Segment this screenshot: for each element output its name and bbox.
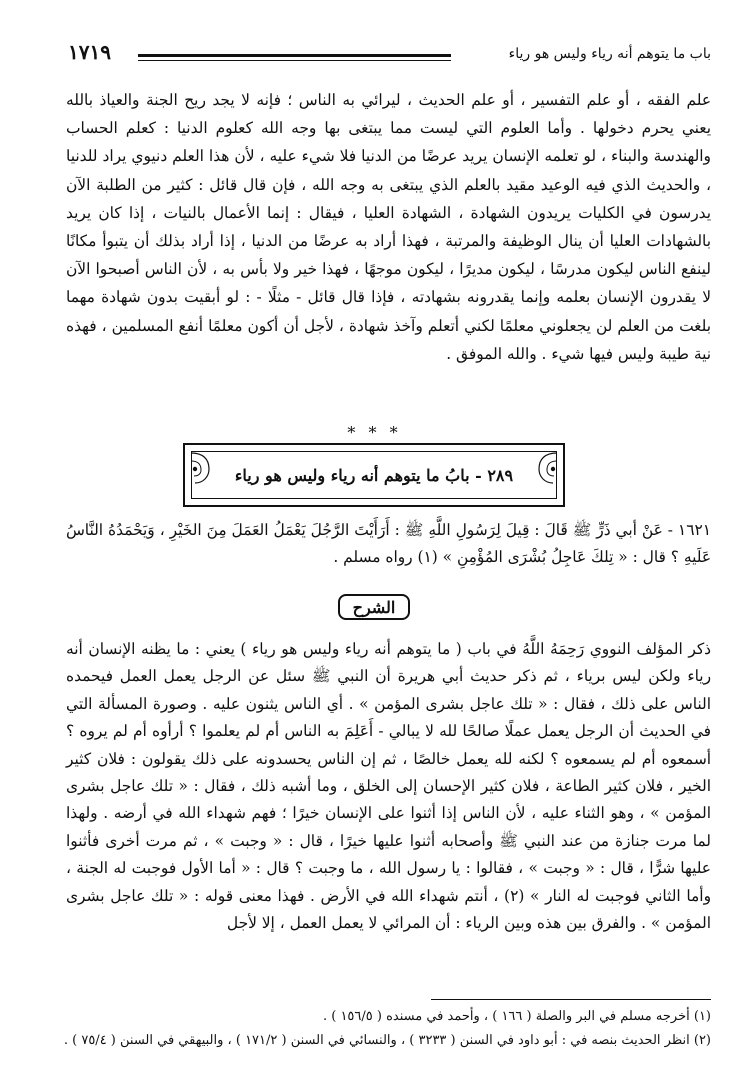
sharh-paragraph: ذكر المؤلف النووي رَحِمَهُ اللَّهُ في باب ( ما يتوهم أنه رياء وليس هو رياء ) يعني : ما يظنه الإنسان أنه رياء ولكن ليس برياء ، ثم ذكر حديث أبي هريرة أن النبي ﷺ سئل عن الرجل يعمل العمل فيحمده الناس على ذلك ، فقال : « تلك عاجل بشرى المؤمن » . أي الناس يثنون عليه . وصورة المسألة التي في الحديث أن الرجل يعمل عملًا صالحًا لله لا يبالي - أَعَلِمَ به الناس أم لم يعلموا ؟ أرأوه أم لم يروه ؟ أسمعوه أم لم يسمعوه ؟ لكنه لله يعمل خالصًا ، ثم إن الناس يحسدونه على ذلك يقولون : فلان كثير الخير ، فلان كثير الطاعة ، فلان كثير الإحسان إلى الخلق ، وما أشبه ذلك ، فقال : « تلك عاجل بشرى المؤمن » ، وهو الثناء عليه ، لأن الناس إذا أثنوا على الإنسان خيرًا ؛ فهم شهداء الله في أرضه . ولهذا لما مرت جنازة من عند النبي ﷺ وأصحابه أثنوا عليها خيرًا ، قال : « وجبت » ، ثم مرت أخرى فأثنوا عليها شرًّا ، قال : « وجبت » ، فقالوا : يا رسول الله ، ما وجبت ؟ قال : « أما الأول فوجبت له الجنة ، وأما الثاني فوجبت له النار » (٢) ، أنتم شهداء الله في الأرض . فهذا معنى قوله : « تلك عاجل بشرى المؤمن » . والفرق بين هذه وبين الرياء : أن المرائي لا يعمل العمل ، إلا لأجل <box>66 640 712 933</box>
chapter-heading-inner-frame <box>191 451 557 499</box>
header-rule-thin <box>138 60 451 61</box>
page-number: ١٧١٩ <box>68 40 111 64</box>
header-rule <box>138 54 451 57</box>
running-header <box>68 40 711 74</box>
footnote-2: (٢) انظر الحديث بنصه في : أبو داود في السنن ( ٣٢٣٣ ) ، والنسائي في السنن ( ١٧١/٢ ) ، والبيهقي في السنن ( ٧٥/٤ ) . <box>63 1033 711 1048</box>
footnote-1: (١) أخرجه مسلم في البر والصلة ( ١٦٦ ) ، وأحمد في مسنده ( ١٥٦/٥ ) . <box>322 1009 711 1024</box>
footnotes <box>40 1005 711 1053</box>
footnote-rule <box>431 999 711 1000</box>
section-separator: * * * <box>347 423 402 442</box>
chapter-heading-frame <box>183 443 565 507</box>
sharh-label: الشرح <box>338 594 410 620</box>
running-header-title: باب ما يتوهم أنه رياء وليس هو رياء <box>508 46 711 62</box>
hadith-text: ١٦٢١ - عَنْ أبي ذَرٍّ ﷺ قَالَ : قِيلَ لِرَسُولِ اللَّهِ ﷺ : أَرَأَيْتَ الرَّجُلَ يَعْمَلُ العَمَلَ مِنَ الخَيْرِ ، وَيَحْمَدُهُ النَّاسُ عَلَيهِ ؟ قال : « تِلكَ عَاجِلُ بُشْرَى المُؤْمِنِ » (١) رواه مسلم . <box>66 521 711 566</box>
intro-paragraph: علم الفقه ، أو علم التفسير ، أو علم الحديث ، ليرائي به الناس ؛ فإنه لا يجد ريح الجنة والعياذ بالله يعني يحرم دخولها . وأما العلوم التي ليست مما يبتغى بها وجه الله كعلوم الدنيا : كعلم الحساب والهندسة والبناء ، لو تعلمه الإنسان يريد عرضًا من الدنيا فلا شيء عليه ، لأن هذا العلم دنيوي يراد للدنيا ، والحديث الذي فيه الوعيد مقيد بالعلم الذي يبتغى به وجه الله ، فإن قال قائل : كثير من الطلبة الآن يدرسون في الكليات يريدون الشهادة ، الشهادة العليا ، فيقال : إنما الأعمال بالنيات ، إذا كان يريد بالشهادات العليا أن ينال الوظيفة والمرتبة ، فهذا أراد به عرضًا من الدنيا ، إذا أراد بذلك أن يتبوأ مكانًا لينفع الناس ليكون مدرسًا ، ليكون مديرًا ، ليكون موجهًا ، فهذا خير ولا بأس به ، لأن الناس أصبحوا الآن لا يقدرون الإنسان بعلمه وإنما يقدرونه بشهادته ، فإذا قال قائل - مثلًا - : لو أبقيت بدون شهادة مهما بلغت من العلم لن يجعلوني معلمًا لكني أتعلم وآخذ شهادة ، لأجل أن أكون معلمًا أنفع المسلمين ، فهذه نية طيبة وليس فيها شيء . والله الموفق . <box>66 91 711 363</box>
chapter-heading: ٢٨٩ - بابُ ما يتوهم أنه رياء وليس هو رياء <box>234 465 514 485</box>
